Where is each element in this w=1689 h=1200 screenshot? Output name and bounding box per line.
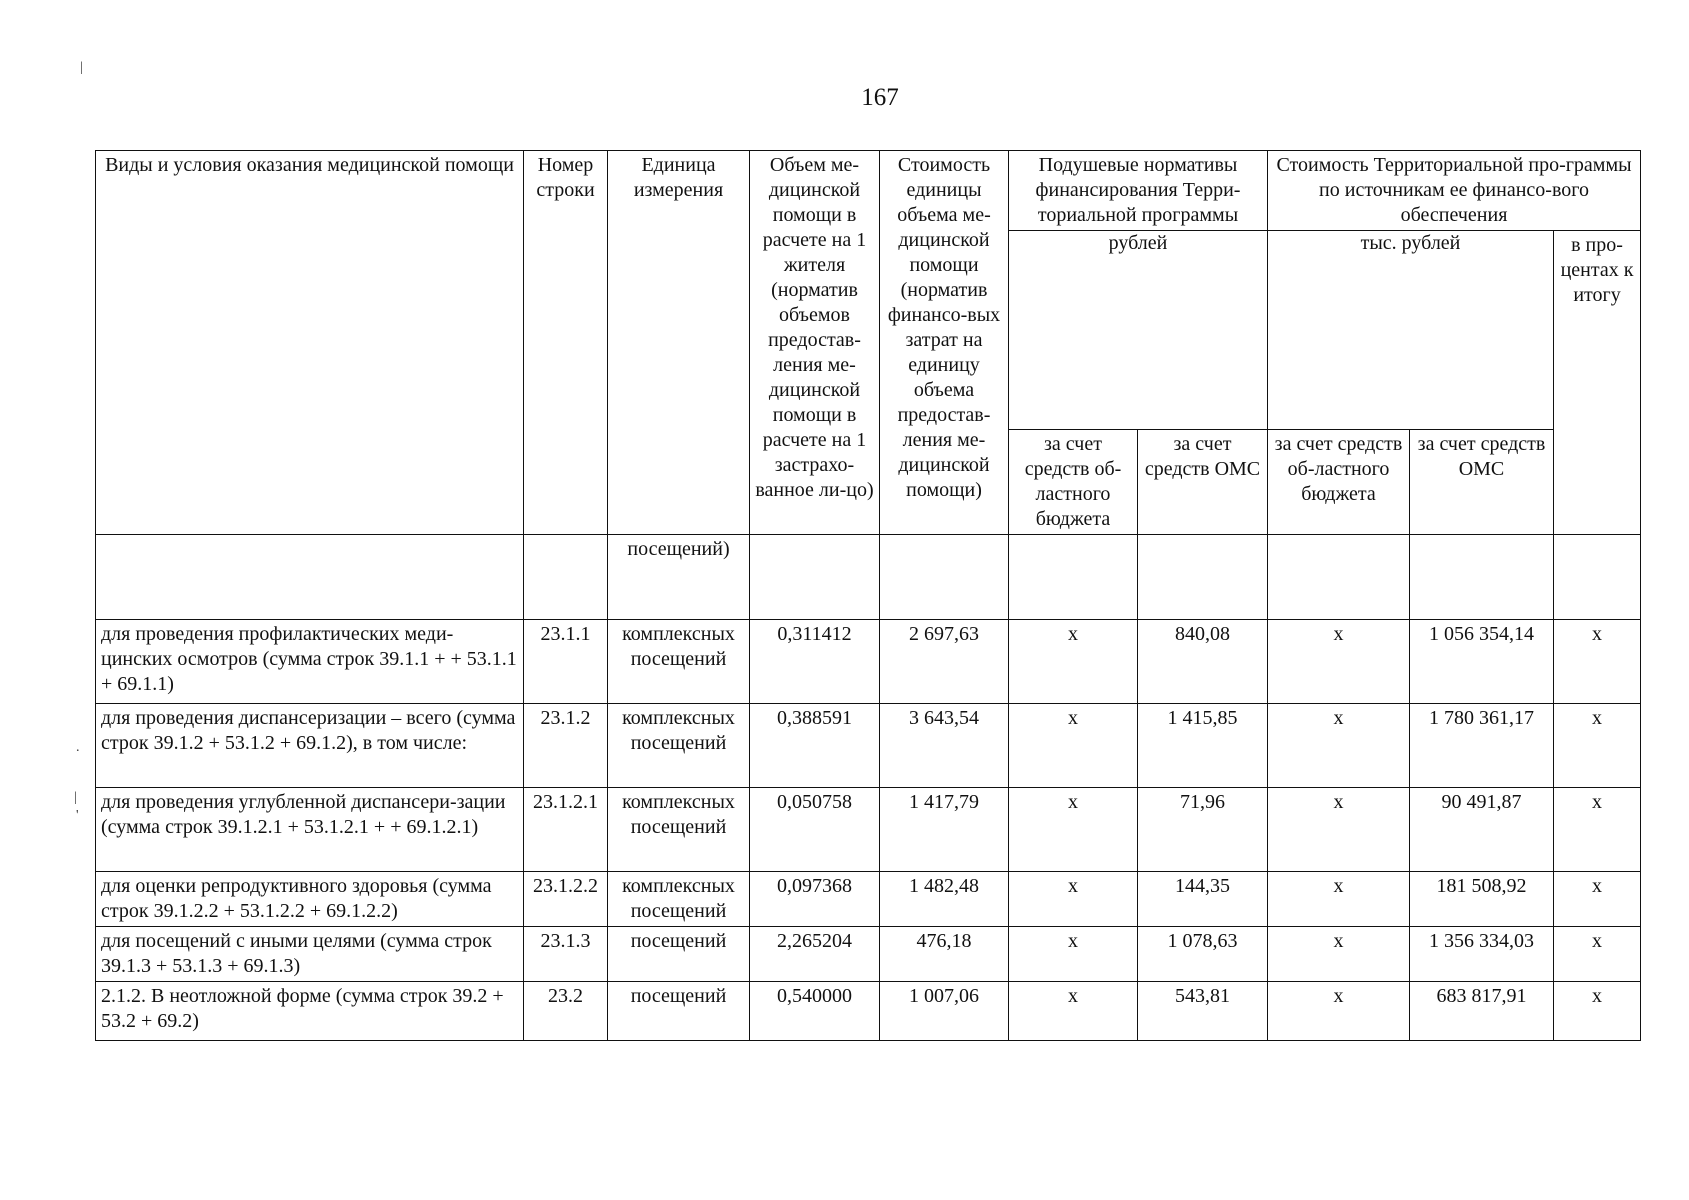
header-tc-percent: в про-центах к итогу [1554, 231, 1641, 535]
table-cell-cost: 1 007,06 [880, 982, 1009, 1041]
table-cell-tc-oms: 683 817,91 [1410, 982, 1554, 1041]
table-cell-row-number: 23.1.3 [524, 927, 608, 982]
table-cell-tc-regional: x [1268, 620, 1410, 704]
table-cell [1138, 535, 1268, 620]
table-cell-kind: для проведения профилактических меди-цинских осмотров (сумма строк 39.1.1 + + 53.1.1 + 69.1.1) [96, 620, 524, 704]
table-cell-volume: 2,265204 [750, 927, 880, 982]
financing-table [95, 150, 1641, 1041]
header-unit-thousand-rubles: тыс. рублей [1268, 231, 1554, 430]
scan-tick-mark: | [74, 790, 77, 805]
table-cell-row-number: 23.2 [524, 982, 608, 1041]
table-cell-tc-oms: 181 508,92 [1410, 872, 1554, 927]
table-cell [1410, 535, 1554, 620]
table-cell-kind: для проведения диспансеризации – всего (сумма строк 39.1.2 + 53.1.2 + 69.1.2), в том числе: [96, 704, 524, 788]
table-cell-tc-regional: x [1268, 788, 1410, 872]
table-row [96, 872, 1641, 927]
table-cell-pc-oms: 840,08 [1138, 620, 1268, 704]
table-cell-tc-oms: 90 491,87 [1410, 788, 1554, 872]
table-cell-volume: 0,097368 [750, 872, 880, 927]
table-cell-tc-regional: x [1268, 927, 1410, 982]
table-cell-tc-percent: x [1554, 982, 1641, 1041]
table-cell-volume: 0,311412 [750, 620, 880, 704]
table-cell-kind: 2.1.2. В неотложной форме (сумма строк 39.2 + 53.2 + 69.2) [96, 982, 524, 1041]
table-cell-pc-oms: 1 078,63 [1138, 927, 1268, 982]
table-cell-unit: комплексных посещений [608, 704, 750, 788]
table-cell-unit: посещений [608, 982, 750, 1041]
table-cell-volume: 0,388591 [750, 704, 880, 788]
table-cell-row-number: 23.1.2.2 [524, 872, 608, 927]
header-tc-regional: за счет средств об-ластного бюджета [1268, 430, 1410, 535]
scan-tick-mark: | [80, 60, 83, 75]
table-cell-cost: 3 643,54 [880, 704, 1009, 788]
table-cell-tc-regional: x [1268, 872, 1410, 927]
table-cell [96, 535, 524, 620]
table-cell-tc-percent: x [1554, 620, 1641, 704]
table-cell-pc-regional: x [1009, 704, 1138, 788]
table-cell-pc-oms: 543,81 [1138, 982, 1268, 1041]
table-cell [750, 535, 880, 620]
table-cell-volume: 0,050758 [750, 788, 880, 872]
table-cell-unit: комплексных посещений [608, 872, 750, 927]
table-cell-tc-oms: 1 056 354,14 [1410, 620, 1554, 704]
scan-tick-mark: ' [76, 808, 79, 823]
table-cell-tc-percent: x [1554, 704, 1641, 788]
header-unit: Единица измерения [608, 151, 750, 535]
table-cell-row-number: 23.1.2 [524, 704, 608, 788]
table-cell-tc-oms: 1 780 361,17 [1410, 704, 1554, 788]
table-cell-pc-regional: x [1009, 620, 1138, 704]
table-cell-row-number: 23.1.1 [524, 620, 608, 704]
table-cell-tc-percent: x [1554, 872, 1641, 927]
table-row [96, 982, 1641, 1041]
table-cell-pc-regional: x [1009, 788, 1138, 872]
scan-tick-mark: . [76, 740, 80, 755]
table-cell-kind: для оценки репродуктивного здоровья (сумма строк 39.1.2.2 + 53.1.2.2 + 69.1.2.2) [96, 872, 524, 927]
table-cell-pc-oms: 71,96 [1138, 788, 1268, 872]
table-cell-cost: 1 417,79 [880, 788, 1009, 872]
table-cell-tc-regional: x [1268, 982, 1410, 1041]
table-cell-pc-regional: x [1009, 927, 1138, 982]
header-total-cost-group: Стоимость Территориальной про-граммы по источникам ее финансо-вого обеспечения [1268, 151, 1641, 231]
table-cell-row-number: 23.1.2.1 [524, 788, 608, 872]
table-cell-tc-oms: 1 356 334,03 [1410, 927, 1554, 982]
header-unit-rubles: рублей [1009, 231, 1268, 430]
table-row [96, 927, 1641, 982]
table-cell-kind: для посещений с иными целями (сумма строк 39.1.3 + 53.1.3 + 69.1.3) [96, 927, 524, 982]
header-tc-oms: за счет средств ОМС [1410, 430, 1554, 535]
table-cell-pc-regional: x [1009, 872, 1138, 927]
header-row-number: Номер строки [524, 151, 608, 535]
table-cell [524, 535, 608, 620]
header-volume: Объем ме-дицинской помощи в расчете на 1 жителя (норматив объемов предостав-ления ме-дицинской помощи в расчете на 1 застрахо-ванное ли-цо) [750, 151, 880, 535]
page-number: 167 [861, 84, 899, 111]
table-cell-unit: комплексных посещений [608, 620, 750, 704]
table-cell-pc-oms: 1 415,85 [1138, 704, 1268, 788]
table-cell-cost: 476,18 [880, 927, 1009, 982]
table-cell-tc-percent: x [1554, 927, 1641, 982]
table-cell-pc-oms: 144,35 [1138, 872, 1268, 927]
table-cell-unit: комплексных посещений [608, 788, 750, 872]
header-row [96, 151, 1641, 231]
table-cell [1009, 535, 1138, 620]
table-cell-pc-regional: x [1009, 982, 1138, 1041]
table-cell-tc-regional: x [1268, 704, 1410, 788]
table-cell-volume: 0,540000 [750, 982, 880, 1041]
header-pc-regional: за счет средств об-ластного бюджета [1009, 430, 1138, 535]
header-pc-oms: за счет средств ОМС [1138, 430, 1268, 535]
header-kind: Виды и условия оказания медицинской помощи [96, 151, 524, 535]
table-cell-unit: посещений) [608, 535, 750, 620]
table-cell [880, 535, 1009, 620]
header-per-capita-group: Подушевые нормативы финансирования Терри-ториальной программы [1009, 151, 1268, 231]
header-cost: Стоимость единицы объема ме-дицинской помощи (норматив финансо-вых затрат на единицу объема предостав-ления ме-дицинской помощи) [880, 151, 1009, 535]
table-cell-cost: 2 697,63 [880, 620, 1009, 704]
table-cell-tc-percent: x [1554, 788, 1641, 872]
table-cell [1268, 535, 1410, 620]
table-row-continuation [96, 535, 1641, 620]
table-cell-unit: посещений [608, 927, 750, 982]
table-row [96, 620, 1641, 704]
table-cell [1554, 535, 1641, 620]
table-row [96, 704, 1641, 788]
table-cell-cost: 1 482,48 [880, 872, 1009, 927]
table-cell-kind: для проведения углубленной диспансери-зации (сумма строк 39.1.2.1 + 53.1.2.1 + + 69.1.2.1) [96, 788, 524, 872]
table-row [96, 788, 1641, 872]
